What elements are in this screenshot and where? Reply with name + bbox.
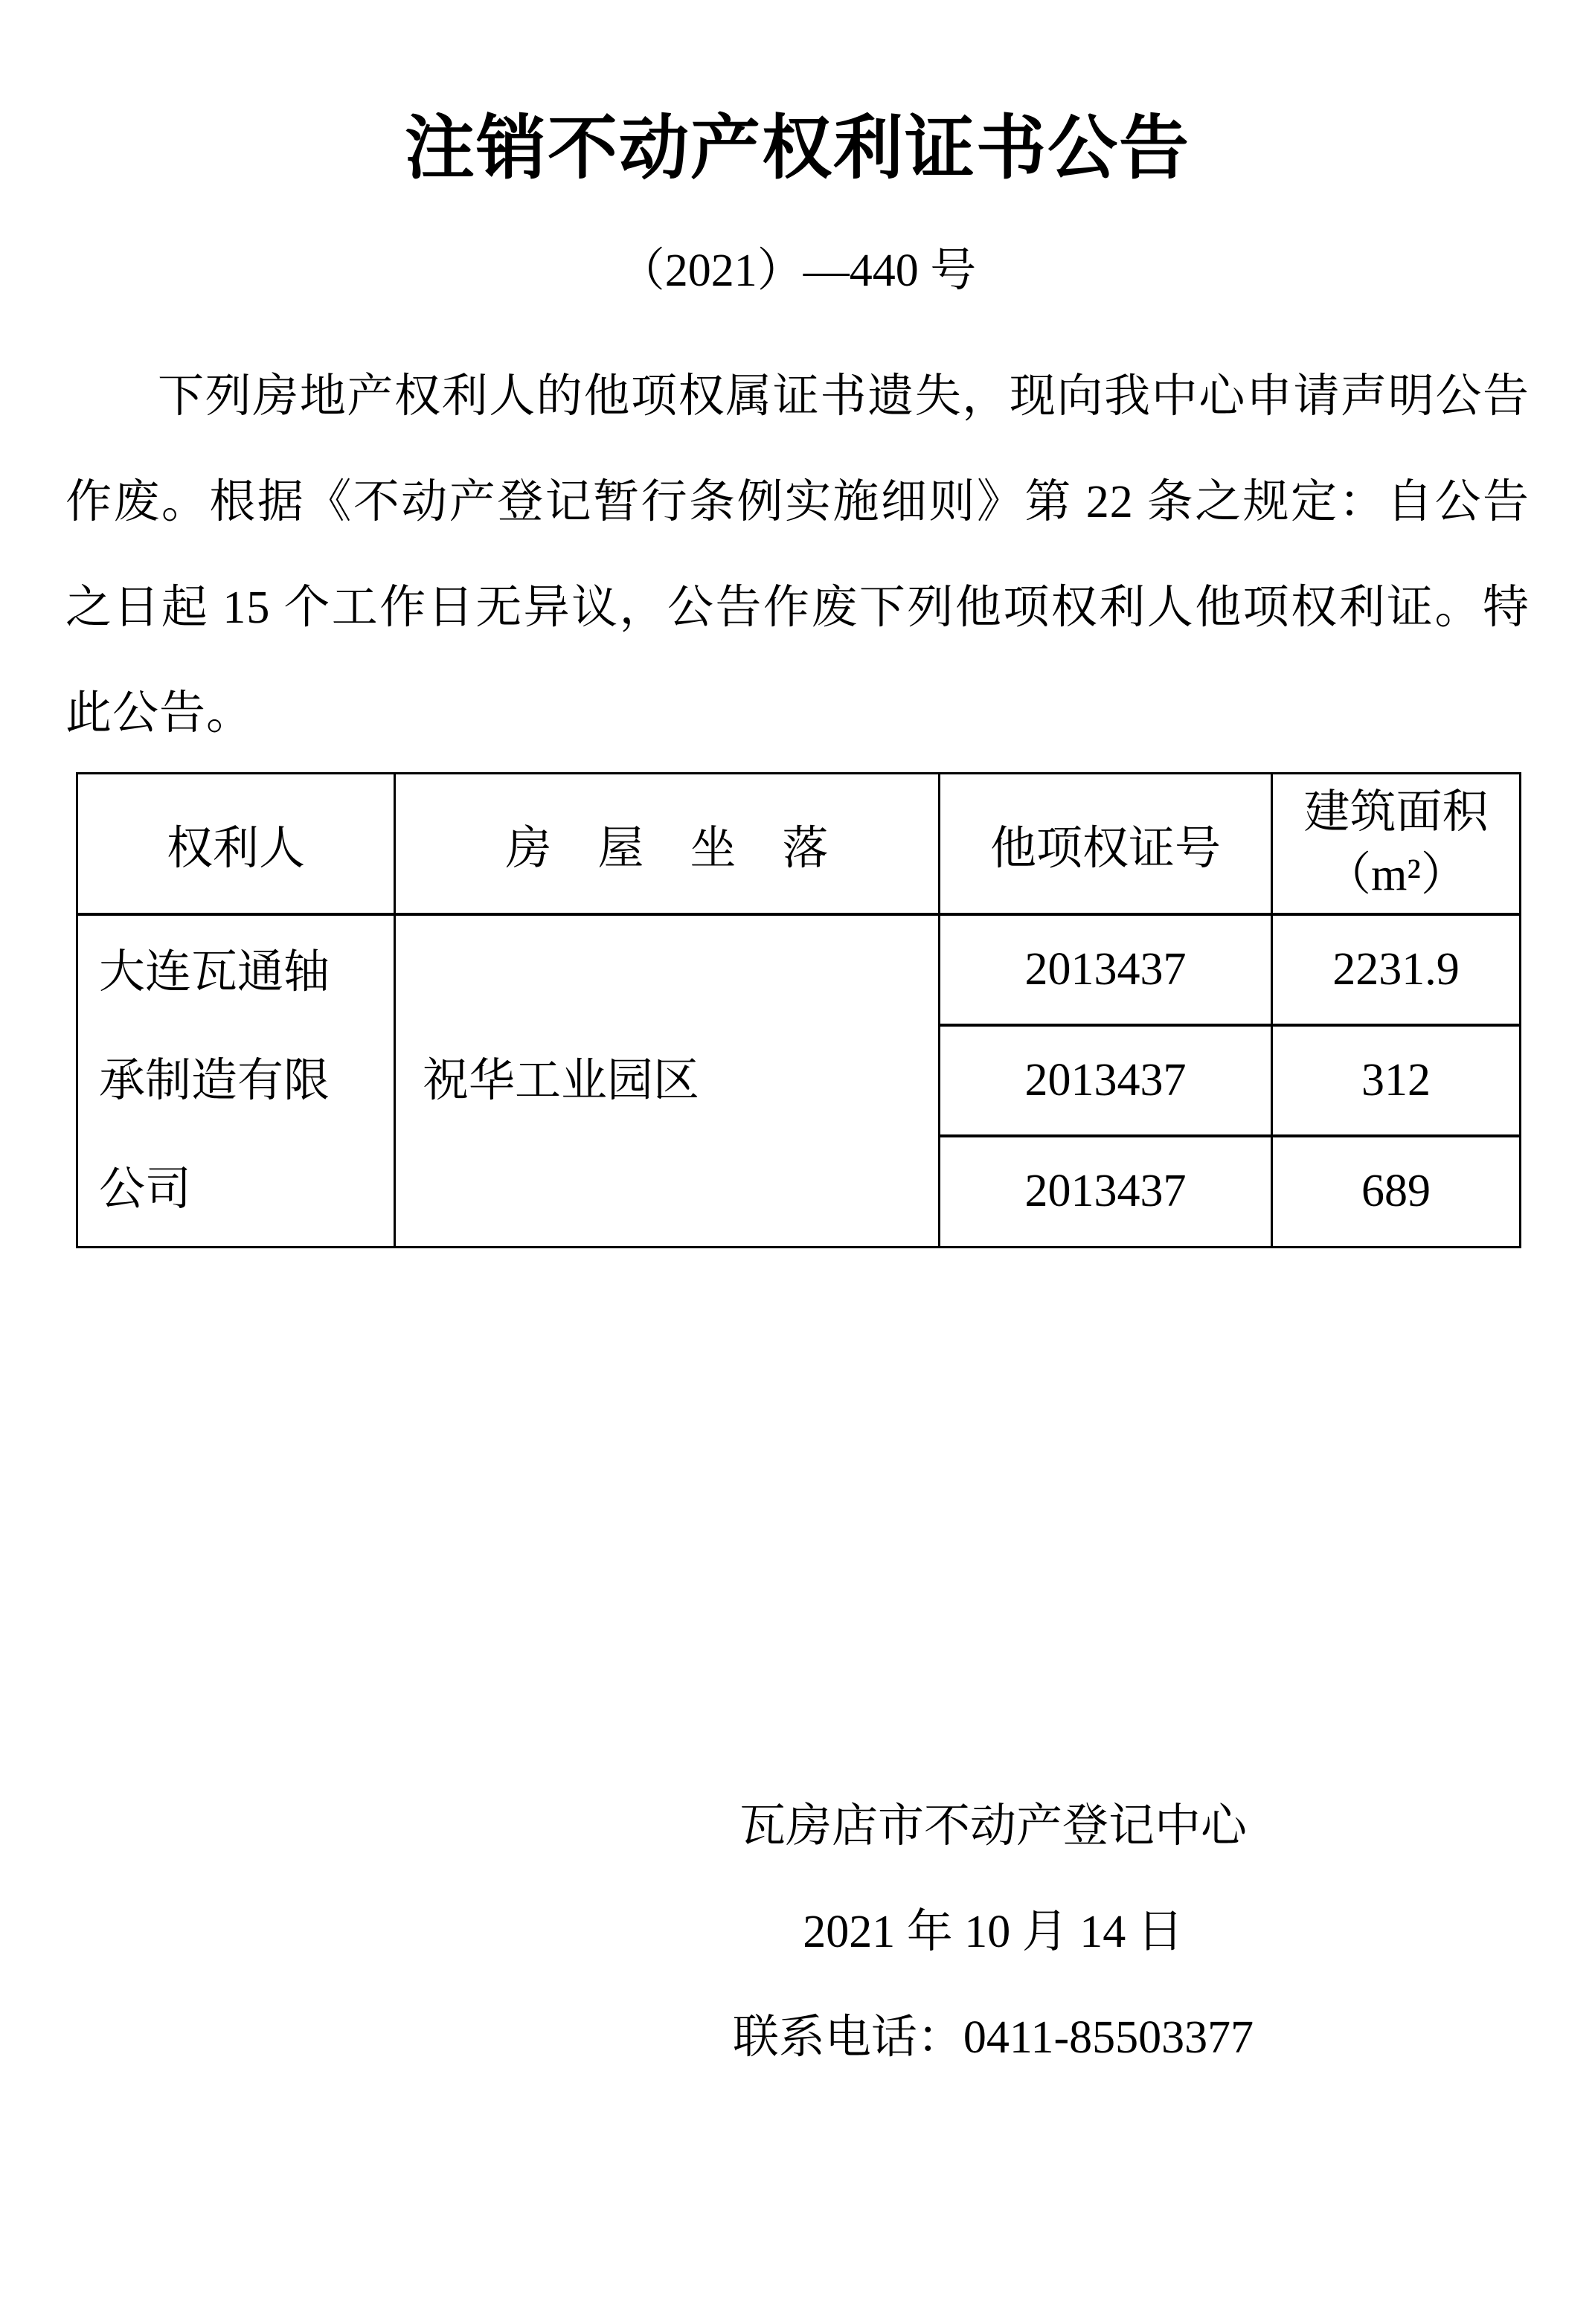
- cert-no-cell: 2013437: [940, 914, 1272, 1025]
- area-header-label: 建筑面积: [1303, 787, 1489, 838]
- table-header-row: [77, 774, 1521, 915]
- cert-no-cell: 2013437: [940, 1136, 1272, 1247]
- issue-date: 2021 年 10 月 14 日: [803, 1906, 1184, 1957]
- certificates-table: [76, 772, 1521, 1248]
- page-title: 注销不动产权利证书公告: [404, 110, 1190, 187]
- location-cell: 祝华工业园区: [395, 914, 940, 1247]
- body-paragraph: 下列房地产权利人的他项权属证书遗失，现向我中心申请声明公告作废。根据《不动产登记暂行条例实施细则》第 22 条之规定：自公告之日起 15 个工作日无异议，公告作废下列他项权利人他项权利证。特此公告。: [65, 371, 1530, 739]
- area-cell: 689: [1272, 1136, 1521, 1247]
- col-header-location: 房 屋 坐 落: [395, 774, 940, 915]
- signature-block: [457, 1774, 1530, 2090]
- doc-number: （2021）—440 号: [618, 245, 977, 296]
- area-header-unit: （m²）: [1325, 850, 1467, 900]
- col-header-owner: 权利人: [77, 774, 395, 915]
- owner-cell: 大连瓦通轴承制造有限公司: [77, 914, 395, 1247]
- col-header-cert-no: 他项权证号: [940, 774, 1272, 915]
- cert-no-cell: 2013437: [940, 1025, 1272, 1136]
- area-cell: 2231.9: [1272, 914, 1521, 1025]
- col-header-area: [1272, 774, 1521, 915]
- contact-phone: 联系电话：0411-85503377: [732, 2012, 1254, 2063]
- issuing-authority: 瓦房店市不动产登记中心: [739, 1800, 1247, 1852]
- table-row: [77, 914, 1521, 1025]
- area-cell: 312: [1272, 1025, 1521, 1136]
